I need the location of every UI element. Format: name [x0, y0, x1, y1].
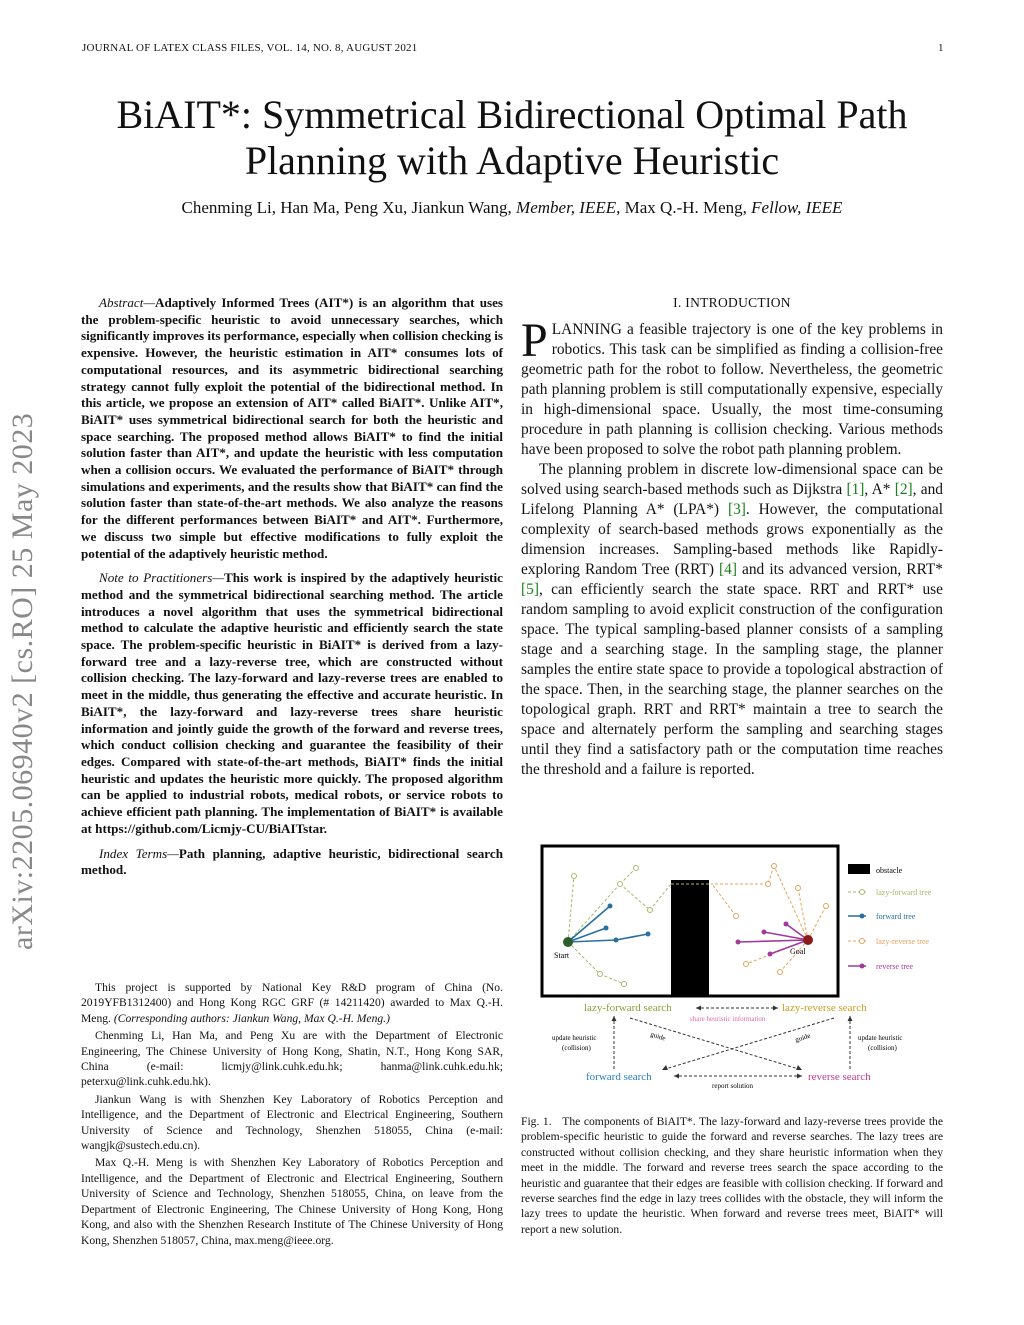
- author-role-2: Fellow, IEEE: [751, 198, 843, 217]
- author-role-1: Member, IEEE: [516, 198, 617, 217]
- legend-lazy-forward-node: [860, 890, 865, 895]
- citation-link[interactable]: [3]: [727, 501, 746, 518]
- arxiv-id: arXiv:2205.06940v2 [cs.RO] 25 May 2023: [6, 412, 39, 950]
- legend-reverse-node: [860, 964, 865, 969]
- paper-title: [60, 92, 964, 184]
- guide-cross-line-2: [662, 1018, 834, 1070]
- running-header: JOURNAL OF LATEX CLASS FILES, VOL. 14, NO. 8, AUGUST 2021: [82, 42, 418, 54]
- legend-lazy-reverse: lazy-reverse tree: [876, 937, 930, 946]
- authors-part-1: Chenming Li, Han Ma, Peng Xu, Jiankun Wang,: [181, 198, 517, 217]
- goal-label: Goal: [790, 947, 806, 956]
- guide-arrowhead-1: [796, 1065, 802, 1070]
- intro-p2-d: . However, the computational complexity of search-based methods grows exponentially as the dimension increases. Sampling-based methods like Rapidly-exploring Random Tree (RRT): [521, 501, 943, 578]
- caption-paragraph: [521, 1114, 943, 1237]
- note-label: Note to Practitioners—: [99, 570, 224, 586]
- title-line-2: Planning with Adaptive Heuristic: [244, 138, 780, 183]
- guide-left-label: guide: [649, 1030, 667, 1043]
- footnote-corresponding: (Corresponding authors: Jiankun Wang, Max Q.-H. Meng.): [113, 1011, 390, 1025]
- title-line-1: BiAIT*: Symmetrical Bidirectional Optimal Path: [116, 92, 908, 137]
- guide-cross-line-1: [630, 1018, 802, 1070]
- report-solution-label: report solution: [712, 1082, 754, 1090]
- legend-forward-node: [860, 914, 865, 919]
- legend-lazy-reverse-node: [860, 939, 865, 944]
- abstract-block: [81, 295, 503, 879]
- authors-part-2: , Max Q.-H. Meng,: [616, 198, 752, 217]
- footnote-funding: [81, 980, 503, 1026]
- update-right-label: update heuristic: [858, 1034, 903, 1042]
- guide-arrowhead-2: [662, 1065, 668, 1070]
- intro-p2-c: , and Lifelong Planning A* (LPA*): [521, 481, 943, 518]
- arxiv-stamp: [6, 412, 66, 1010]
- goal-node: [803, 935, 813, 945]
- figure-1-diagram: [540, 844, 940, 1096]
- guide-right-label: guide: [794, 1031, 812, 1044]
- share-arrowhead-left: [696, 1006, 701, 1011]
- abstract-paragraph: [81, 295, 503, 562]
- drop-cap: P: [521, 314, 548, 367]
- obstacle-block: [671, 880, 709, 996]
- note-paragraph: [81, 570, 503, 837]
- section-heading-introduction: I. INTRODUCTION: [673, 295, 791, 310]
- footnote-funding-text: This project is supported by National Key R&D program of China (No. 2019YFB1312400) and Hong Kong RGC GRF (# 14211420) awarded to Max Q.-H. Meng.: [81, 981, 503, 1025]
- index-terms-label: Index Terms—: [99, 845, 179, 861]
- introduction-body: [521, 314, 944, 780]
- footnotes: [81, 980, 503, 1250]
- start-label: Start: [554, 951, 570, 960]
- intro-p2-f: , can efficiently search the state space. RRT and RRT* use random sampling to avoid explicit construction of the configuration space. The typical sampling-based planner consists of a sampling stage and a searching stage. In the sampling stage, the planner samples the entire state space to provide a topological abstraction of the space. Then, in the searching stage, the planner searches on the topological graph. RRT and RRT* maintain a tree to search the space and alternately perform the sampling and searching stages until they find a satisfactory path or the computation time reaches the threshold and a failure is reported.: [521, 581, 943, 778]
- citation-link[interactable]: [4]: [719, 561, 737, 578]
- intro-p2-b: , A*: [864, 481, 895, 498]
- update-right-collision: (collision): [868, 1044, 897, 1052]
- citation-link[interactable]: [5]: [521, 581, 539, 598]
- lazy-forward-search-label: lazy-forward search: [584, 1002, 672, 1014]
- author-list: [60, 198, 964, 218]
- legend-lazy-forward: lazy-forward tree: [876, 888, 932, 897]
- abstract-label: Abstract—: [99, 295, 156, 310]
- report-arrowhead-right: [797, 1074, 802, 1079]
- legend-forward: forward tree: [876, 912, 916, 921]
- caption-text: The components of BiAIT*. The lazy-forward and lazy-reverse trees provide the problem-specific heuristic to guide the forward and reverse searches. The lazy trees are constructed without collision checking, and they share heuristic information when they meet in the middle. The forward and reverse trees search the space according to the heuristic and guarantee that their edges are feasible with collision checking. If forward and reverse searches find the edge in lazy trees collides with the obstacle, they will inform the lazy trees to update the heuristic. When forward and reverse trees meet, BiAIT* will report a new solution.: [521, 1115, 943, 1236]
- note-text: This work is inspired by the adaptively heuristic method and the symmetrical bidirectional searching method. The article introduces a novel algorithm that uses the symmetrical bidirectional method to calculate the adaptive heuristic and efficiently search the state space. The problem-specific heuristic in BiAIT* is derived from a lazy-forward tree and a lazy-reverse tree, which are constructed without collision checking. The lazy-forward and lazy-reverse trees are enabled to meet in the middle, thus generating the effective and accurate heuristic. In BiAIT*, the lazy-forward and lazy-reverse trees share heuristic information and jointly guide the growth of the forward and reverse trees, which conduct collision checking and guarantee the feasibility of their edges. Compared with state-of-the-art methods, BiAIT* finds the initial heuristic and updates the heuristic more quickly. The proposed algorithm can be applied to industrial robots, medical robots, or service robots to achieve efficient path planning. The implementation of BiAIT* is available at https://github.com/Licmjy-CU/BiAITstar.: [81, 570, 503, 836]
- footnote-affiliation-1: Chenming Li, Han Ma, and Peng Xu are with the Department of Electronic Engineering, The Chinese University of Hong Kong, Shatin, N.T., Hong Kong SAR, China (e-mail: licmjy@link.cuhk.edu.hk; hanma@link.cuhk.edu.hk; peterxu@link.cuhk.edu.hk).: [81, 1029, 503, 1089]
- intro-p2-a: The planning problem in discrete low-dimensional space can be solved using search-based methods such as Dijkstra: [521, 461, 943, 498]
- share-arrowhead-right: [773, 1006, 778, 1011]
- lazy-reverse-search-label: lazy-reverse search: [782, 1002, 867, 1014]
- legend-obstacle: obstacle: [876, 866, 903, 875]
- index-terms-text: Path planning, adaptive heuristic, bidirectional search method.: [81, 845, 503, 878]
- figure-1: [540, 844, 940, 1096]
- figure-caption: [521, 1114, 943, 1237]
- intro-p1-text: LANNING a feasible trajectory is one of the key problems in robotics. This task can be simplified as finding a collision-free geometric path for the robot to follow. Nevertheless, the geometric path planning problem is still computationally expensive, especially in high-dimensional space. Usually, the most time-consuming procedure in path planning is collision checking. Various methods have been proposed to solve the robot path planning problem.: [521, 321, 943, 458]
- intro-paragraph-2: [521, 460, 943, 780]
- right-update-arrowhead: [848, 1016, 853, 1021]
- report-arrowhead-left: [674, 1074, 679, 1079]
- update-left-label: update heuristic: [552, 1034, 597, 1042]
- caption-label: Fig. 1.: [521, 1115, 552, 1128]
- index-terms-paragraph: [81, 846, 503, 879]
- intro-p2-e: and its advanced version, RRT*: [736, 561, 944, 578]
- abstract-text: Adaptively Informed Trees (AIT*) is an algorithm that uses the problem-specific heuristic to avoid unnecessary searches, which significantly improves its performance, especially when collision checking is expensive. However, the heuristic estimation in AIT* consumes lots of computational resources, and its asymmetric bidirectional searching strategy cannot fully exploit the potential of the bidirectional method. In this article, we propose an extension of AIT* called BiAIT*. Unlike AIT*, BiAIT* uses symmetrical bidirectional search for both the heuristic and space searching. The proposed method allows BiAIT* to find the initial solution faster than AIT*, and update the heuristic with less computation when a collision occurs. We evaluated the performance of BiAIT* through simulations and experiments, and the results show that BiAIT* can find the solution faster than state-of-the-art methods. We also analyze the reasons for the different performances between BiAIT* and AIT*. Furthermore, we discuss two simple but effective modifications to fully exploit the potential of the adaptively heuristic method.: [81, 295, 504, 561]
- reverse-search-label: reverse search: [808, 1071, 871, 1083]
- left-update-arrowhead: [612, 1016, 617, 1021]
- footnote-affiliation-2: Jiankun Wang is with Shenzhen Key Laboratory of Robotics Perception and Intelligence, and the Department of Electronic and Electrical Engineering, Southern University of Science and Technology, Shenzhen 518055, China (e-mail: wangjk@sustech.edu.cn).: [81, 1092, 503, 1153]
- citation-link[interactable]: [1]: [846, 481, 865, 498]
- start-node: [563, 937, 573, 947]
- legend-obstacle-swatch: [848, 864, 870, 874]
- share-info-label: share heuristic information: [690, 1015, 766, 1023]
- forward-search-label: forward search: [586, 1071, 652, 1083]
- page-number: 1: [938, 42, 944, 54]
- legend-reverse: reverse tree: [876, 962, 914, 971]
- update-left-collision: (collision): [562, 1044, 591, 1052]
- footnote-affiliation-3: Max Q.-H. Meng is with Shenzhen Key Laboratory of Robotics Perception and Intelligence, and the Department of Electronic and Electrical Engineering, Southern University of Science and Technology, Shenzhen 518055, China, on leave from the Department of Electronic Engineering, The Chinese University of Hong Kong, Hong Kong, and also with the Shenzhen Research Institute of The Chinese University of Hong Kong, Shenzhen 518057, China, max.meng@ieee.org.: [81, 1156, 503, 1247]
- citation-link[interactable]: [2]: [894, 481, 913, 498]
- intro-paragraph-1: [521, 314, 943, 460]
